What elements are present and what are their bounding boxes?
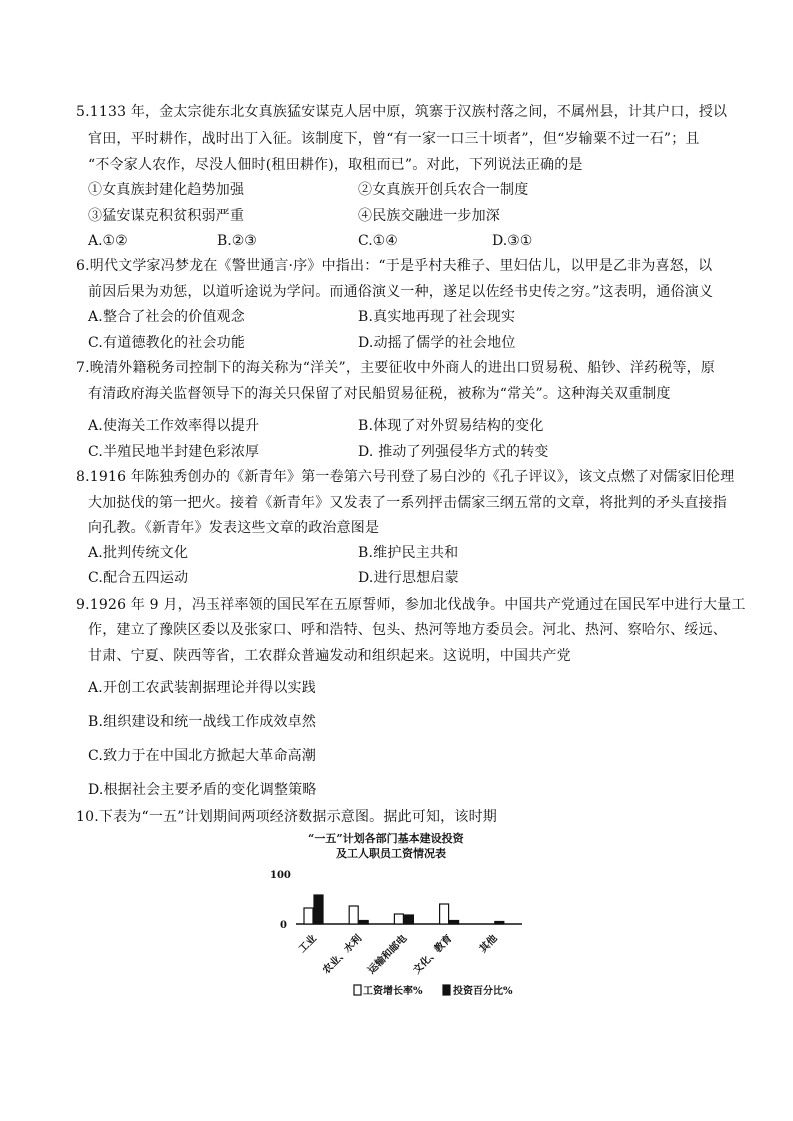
q6-option-d[interactable]: D.动摇了儒学的社会地位 xyxy=(358,335,516,351)
legend-swatch-wage xyxy=(354,985,361,995)
q7-line-1: 7.晚清外籍税务司控制下的海关称为“洋关”，主要征收中外商人的进出口贸易税、船钞、洋药税等，原 xyxy=(76,360,716,376)
bar-investment xyxy=(359,921,368,925)
q9-line-2: 作，建立了豫陕区委以及张家口、呼和浩特、包头、热河等地方委员会。河北、热河、察哈尔、绥远、 xyxy=(88,622,727,638)
q8-line-3: 向孔教。《新青年》发表这些文章的政治意图是 xyxy=(88,520,380,536)
q5-line-2: 官田，平时耕作，战时出丁入征。该制度下，曾“有一家一口三十顷者”，但“岁输粟不过一石”；且 xyxy=(88,131,700,147)
q9-option-a[interactable]: A.开创工农武装割据理论并得以实践 xyxy=(88,680,316,696)
bar-investment xyxy=(314,895,323,924)
q7-option-a[interactable]: A.使海关工作效率得以提升 xyxy=(88,418,260,434)
q9-option-c[interactable]: C.致力于在中国北方掀起大革命高潮 xyxy=(88,748,317,764)
category-label: 其他 xyxy=(477,933,500,956)
q8-option-a[interactable]: A.批判传统文化 xyxy=(88,545,189,561)
q5-line-1: 5.1133 年，金太宗徙东北女真族猛安谋克人居中原，筑寨于汉族村落之间，不属州县，计其户口，授以 xyxy=(76,104,728,120)
q6-option-b[interactable]: B.真实地再现了社会现实 xyxy=(358,309,516,325)
q7-option-c[interactable]: C.半殖民地半封建色彩浓厚 xyxy=(88,444,260,460)
bar-wage-growth xyxy=(440,904,449,924)
q7-option-d[interactable]: D. 推动了列强侵华方式的转变 xyxy=(358,444,549,460)
q9-line-3: 甘肃、宁夏、陕西等省，工农群众普遍发动和组织起来。这说明，中国共产党 xyxy=(88,648,571,664)
q6-option-c[interactable]: C.有道德教化的社会功能 xyxy=(88,335,246,351)
q8-option-c[interactable]: C.配合五四运动 xyxy=(88,570,189,586)
legend-label-wage: 工资增长率% xyxy=(363,986,423,997)
chart-subtitle: 及工人职员工资情况表 xyxy=(336,847,446,860)
category-label: 运输和邮电 xyxy=(366,933,410,977)
category-label: 文化、教育 xyxy=(411,933,455,977)
q6-option-a[interactable]: A.整合了社会的价值观念 xyxy=(88,309,245,325)
q5-option-b[interactable]: B.②③ xyxy=(217,233,257,249)
category-label: 农业、水利 xyxy=(321,933,365,977)
bar-wage-growth xyxy=(304,908,313,924)
investment-wage-chart xyxy=(260,828,550,1008)
q5-option-a[interactable]: A.①② xyxy=(88,233,128,249)
y-tick-label: 0 xyxy=(280,920,287,931)
q8-line-1: 8.1916 年陈独秀创办的《新青年》第一卷第六号刊登了易白沙的《孔子评议》，该文点燃了对儒家旧伦理 xyxy=(76,469,735,485)
bar-wage-growth xyxy=(349,906,358,924)
q5-statement-4: ④民族交融进一步加深 xyxy=(358,208,500,224)
q8-option-b[interactable]: B.维护民主共和 xyxy=(358,545,459,561)
q5-statement-1: ①女真族封建化趋势加强 xyxy=(88,182,245,198)
bar-investment xyxy=(450,921,459,925)
q5-statement-2: ②女真族开创兵农合一制度 xyxy=(358,182,529,198)
q7-option-b[interactable]: B.体现了对外贸易结构的变化 xyxy=(358,418,544,434)
q5-line-3: “不令家人农作，尽没人佃时(租田耕作)，取租而已”。对此，下列说法正确的是 xyxy=(88,157,583,173)
bar-wage-growth xyxy=(394,914,403,924)
q10-line-1: 10.下表为“一五”计划期间两项经济数据示意图。据此可知，该时期 xyxy=(76,809,497,825)
y-tick-label: 100 xyxy=(270,870,291,881)
q7-line-2: 有清政府海关监督领导下的海关只保留了对民船贸易征税，被称为“常关”。这种海关双重制度 xyxy=(88,386,671,402)
chart-svg xyxy=(260,828,550,1008)
q6-line-2: 前因后果为劝惩，以道听途说为学问。而通俗演义一种，遂足以佐经书史传之穷。”这表明，通俗演义 xyxy=(88,284,714,300)
q5-option-c[interactable]: C.①④ xyxy=(358,233,398,249)
q9-line-1: 9.1926 年 9 月，冯玉祥率领的国民军在五原誓师，参加北伐战争。中国共产党通过在国民军中进行大量工 xyxy=(76,597,746,613)
category-label: 工业 xyxy=(297,933,319,956)
q9-option-d[interactable]: D.根据社会主要矛盾的变化调整策略 xyxy=(88,782,317,798)
bar-investment xyxy=(495,922,504,925)
q9-option-b[interactable]: B.组织建设和统一战线工作成效卓然 xyxy=(88,714,317,730)
legend-swatch-investment xyxy=(443,985,450,995)
q5-statement-3: ③猛安谋克积贫积弱严重 xyxy=(88,208,245,224)
chart-title: “一五”计划各部门基本建设投资 xyxy=(308,832,464,845)
bar-investment xyxy=(404,915,413,924)
q8-option-d[interactable]: D.进行思想启蒙 xyxy=(358,570,459,586)
legend-label-investment: 投资百分比% xyxy=(453,986,513,997)
q8-line-2: 大加挞伐的第一把火。接着《新青年》又发表了一系列抨击儒家三纲五常的文章，将批判的矛头直接指 xyxy=(88,495,727,511)
q5-option-d[interactable]: D.③① xyxy=(492,233,533,249)
q6-line-1: 6.明代文学家冯梦龙在《警世通言·序》中指出：“于是乎村夫稚子、里妇估儿，以甲是乙非为喜怒，以 xyxy=(76,258,713,274)
